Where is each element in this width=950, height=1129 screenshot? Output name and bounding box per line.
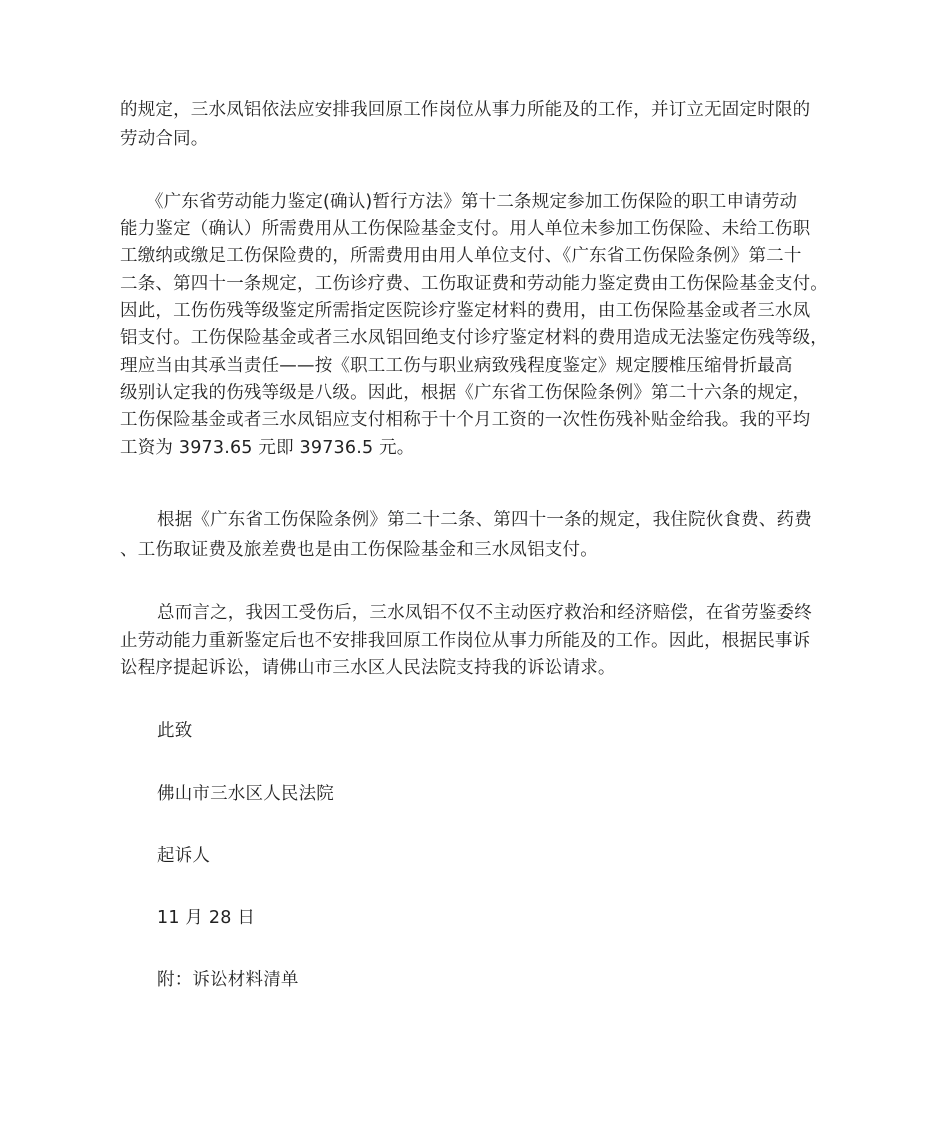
paragraph-2-line-8: 级别认定我的伤残等级是八级。因此，根据《广东省工伤保险条例》第二十六条的规定， xyxy=(120,383,811,403)
plaintiff-label: 起诉人 xyxy=(157,846,211,866)
paragraph-2-line-7: 理应当由其承当责任——按《职工工伤与职业病致残程度鉴定》规定腰椎压缩骨折最高 xyxy=(120,356,793,376)
paragraph-3-line-2: 、工伤取证费及旅差费也是由工伤保险基金和三水凤铝支付。 xyxy=(120,540,598,560)
paragraph-2-line-3: 工缴纳或缴足工伤保险费的，所需费用由用人单位支付、《广东省工伤保险条例》第二十 xyxy=(120,246,802,266)
paragraph-4-line-3: 讼程序提起诉讼，请佛山市三水区人民法院支持我的诉讼请求。 xyxy=(120,658,616,678)
paragraph-2-line-2: 能力鉴定（确认）所需费用从工伤保险基金支付。用人单位未参加工伤保险、未给工伤职 xyxy=(120,219,811,239)
paragraph-2-line-1: 《广东省劳动能力鉴定(确认)暂行方法》第十二条规定参加工伤保险的职工申请劳动 xyxy=(146,192,798,212)
paragraph-4-line-2: 止劳动能力重新鉴定后也不安排我回原工作岗位从事力所能及的工作。因此，根据民事诉 xyxy=(120,631,811,651)
salutation: 此致 xyxy=(157,721,193,741)
paragraph-1-line-2: 劳动合同。 xyxy=(120,129,209,149)
paragraph-2-line-9: 工伤保险基金或者三水凤铝应支付相称于十个月工资的一次性伤残补贴金给我。我的平均 xyxy=(120,410,811,430)
date: 11 月 28 日 xyxy=(157,908,256,928)
attachment-label: 附：诉讼材料清单 xyxy=(157,970,299,990)
paragraph-3-line-1: 根据《广东省工伤保险条例》第二十二条、第四十一条的规定，我住院伙食费、药费 xyxy=(157,510,812,530)
paragraph-4-line-1: 总而言之，我因工受伤后，三水凤铝不仅不主动医疗救治和经济赔偿，在省劳鉴委终 xyxy=(157,603,812,623)
paragraph-2-line-6: 铝支付。工伤保险基金或者三水凤铝回绝支付诊疗鉴定材料的费用造成无法鉴定伤残等级， xyxy=(120,328,828,348)
paragraph-2-line-5: 因此，工伤伤残等级鉴定所需指定医院诊疗鉴定材料的费用，由工伤保险基金或者三水凤 xyxy=(120,301,811,321)
paragraph-2-line-4: 二条、第四十一条规定，工伤诊疗费、工伤取证费和劳动能力鉴定费由工伤保险基金支付。 xyxy=(120,274,828,294)
paragraph-1-line-1: 的规定，三水凤铝依法应安排我回原工作岗位从事力所能及的工作，并订立无固定时限的 xyxy=(120,100,811,120)
court-name: 佛山市三水区人民法院 xyxy=(157,784,334,804)
paragraph-2-line-10: 工资为 3973.65 元即 39736.5 元。 xyxy=(120,438,415,458)
